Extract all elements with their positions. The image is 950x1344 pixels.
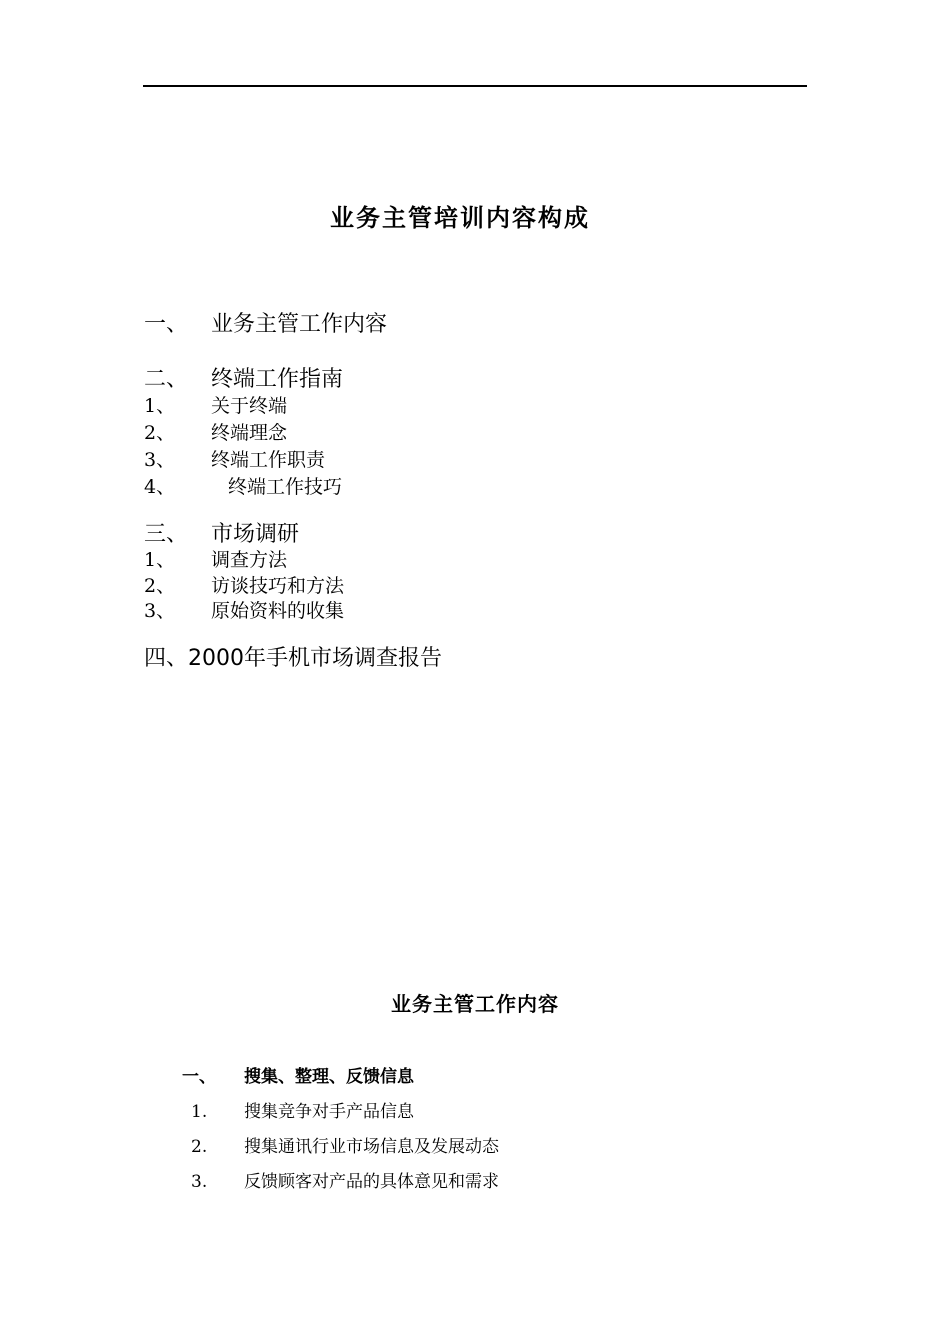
page-2-item-2: 搜集通讯行业市场信息及发展动态 bbox=[244, 1137, 499, 1157]
page-2-section-number: 一、 bbox=[182, 1067, 216, 1087]
page-2-item-1: 搜集竞争对手产品信息 bbox=[244, 1102, 414, 1122]
page-2-section-heading: 搜集、整理、反馈信息 bbox=[244, 1067, 414, 1087]
section-1-number: 一、 bbox=[144, 312, 189, 337]
section-2-number: 二、 bbox=[144, 367, 189, 392]
section-2-item-4: 终端工作技巧 bbox=[228, 476, 343, 498]
section-2-item-1: 关于终端 bbox=[211, 395, 288, 417]
section-3-heading: 市场调研 bbox=[211, 522, 300, 547]
section-3-item-1-number: 1、 bbox=[144, 549, 176, 571]
section-3-item-3: 原始资料的收集 bbox=[211, 600, 345, 622]
section-2-heading: 终端工作指南 bbox=[211, 367, 344, 392]
section-2-item-2-number: 2、 bbox=[144, 422, 176, 444]
section-1-heading: 业务主管工作内容 bbox=[211, 312, 388, 337]
page-2-item-3-number: 3. bbox=[191, 1172, 208, 1192]
section-2-item-1-number: 1、 bbox=[144, 395, 176, 417]
section-2-item-2: 终端理念 bbox=[211, 422, 288, 444]
section-2-item-4-number: 4、 bbox=[144, 476, 176, 498]
header-rule bbox=[143, 85, 807, 87]
section-3-number: 三、 bbox=[144, 522, 189, 547]
document-title: 业务主管培训内容构成 bbox=[330, 204, 590, 232]
section-2-item-3-number: 3、 bbox=[144, 449, 176, 471]
section-3-item-1: 调查方法 bbox=[211, 549, 288, 571]
page-2-item-3: 反馈顾客对产品的具体意见和需求 bbox=[244, 1172, 499, 1192]
page-2-item-2-number: 2. bbox=[191, 1137, 208, 1157]
page-2-item-1-number: 1. bbox=[191, 1102, 208, 1122]
section-3-item-2: 访谈技巧和方法 bbox=[211, 575, 345, 597]
page-2-title: 业务主管工作内容 bbox=[391, 992, 559, 1016]
section-3-item-2-number: 2、 bbox=[144, 575, 176, 597]
section-4-heading: 四、2000年手机市场调查报告 bbox=[144, 646, 442, 671]
section-3-item-3-number: 3、 bbox=[144, 600, 176, 622]
section-2-item-3: 终端工作职责 bbox=[211, 449, 326, 471]
